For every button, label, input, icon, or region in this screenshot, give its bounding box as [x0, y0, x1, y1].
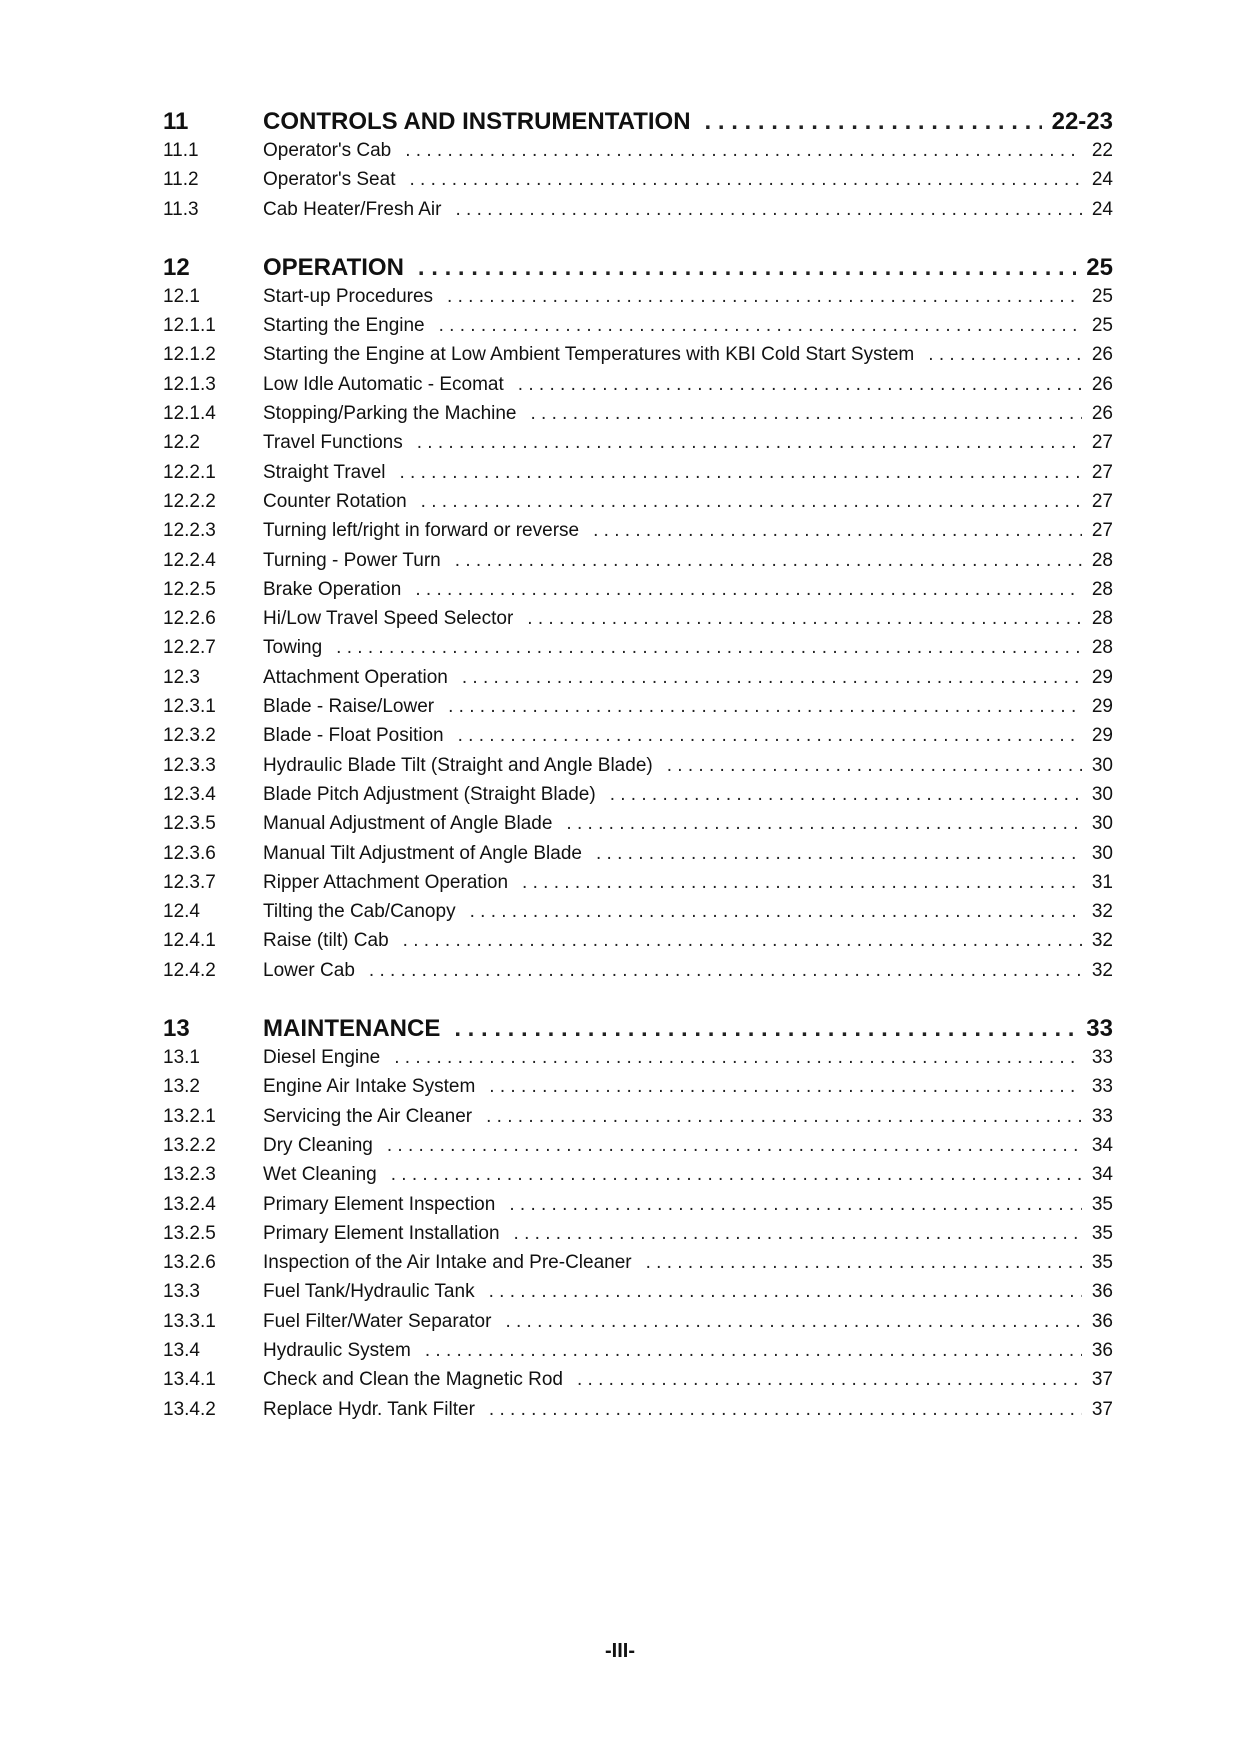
toc-title: Hydraulic Blade Tilt (Straight and Angle Blade) [263, 754, 653, 776]
toc-leader-dots [509, 1194, 1082, 1216]
toc-page-number: 33 [1091, 1047, 1113, 1069]
toc-entry [163, 1311, 1113, 1340]
toc-page-number: 28 [1091, 608, 1113, 630]
toc-entry [163, 432, 1113, 461]
toc-title: MAINTENANCE [263, 1015, 441, 1043]
toc-entry [163, 1076, 1113, 1105]
toc-title: Tilting the Cab/Canopy [263, 901, 456, 923]
toc-number: 12.2 [163, 432, 200, 454]
toc-title: Manual Tilt Adjustment of Angle Blade [263, 842, 582, 864]
toc-page-number: 29 [1091, 696, 1113, 718]
toc-page-number: 27 [1091, 432, 1113, 454]
toc-entry [163, 550, 1113, 579]
toc-leader-dots [489, 1399, 1082, 1421]
toc-title: Starting the Engine [263, 315, 425, 337]
toc-leader-dots [489, 1281, 1082, 1303]
toc-number: 12.2.7 [163, 637, 216, 659]
toc-leader-dots [455, 550, 1082, 572]
toc-page-number: 33 [1086, 1015, 1113, 1043]
toc-entry [163, 608, 1113, 637]
toc-leader-dots [458, 725, 1082, 747]
toc-number: 12 [163, 253, 190, 281]
toc-entry [163, 1164, 1113, 1193]
toc-title: Starting the Engine at Low Ambient Temperatures with KBI Cold Start System [263, 344, 915, 366]
toc-number: 12.3 [163, 666, 200, 688]
toc-entry [163, 872, 1113, 901]
toc-entry [163, 286, 1113, 315]
toc-leader-dots [455, 199, 1081, 221]
toc-leader-dots [447, 286, 1082, 308]
toc-entry [163, 1047, 1113, 1076]
toc-leader-dots [527, 608, 1082, 630]
toc-leader-dots [518, 374, 1082, 396]
toc-entry [163, 667, 1113, 696]
toc-title: Blade Pitch Adjustment (Straight Blade) [263, 783, 596, 805]
toc-page-number: 29 [1091, 725, 1113, 747]
toc-leader-dots [439, 315, 1082, 337]
toc-page-number: 30 [1091, 813, 1113, 835]
toc-page-number: 36 [1091, 1339, 1113, 1361]
toc-number: 12.1.1 [163, 315, 216, 337]
toc-title: Counter Rotation [263, 490, 407, 512]
toc-title: Replace Hydr. Tank Filter [263, 1398, 475, 1420]
toc-title: Travel Functions [263, 432, 403, 454]
toc-number: 11.3 [163, 198, 199, 220]
toc-page-number: 35 [1091, 1252, 1113, 1274]
toc-number: 12.2.1 [163, 461, 216, 483]
toc-title: Cab Heater/Fresh Air [263, 198, 442, 220]
toc-page-number: 30 [1091, 842, 1113, 864]
toc-page-number: 26 [1091, 403, 1113, 425]
toc-entry [163, 1281, 1113, 1310]
toc-page-number: 33 [1091, 1076, 1113, 1098]
toc-section-heading [163, 254, 1113, 286]
toc-leader-dots [387, 1135, 1082, 1157]
toc-leader-dots [394, 1047, 1082, 1069]
toc-page-number: 22 [1091, 140, 1113, 161]
toc-title: Lower Cab [263, 959, 355, 981]
toc-number: 12.2.6 [163, 608, 216, 630]
toc-number: 13.2.6 [163, 1252, 216, 1274]
toc-page-number: 28 [1091, 549, 1113, 571]
page-number: -III- [605, 1640, 635, 1662]
toc-title: CONTROLS AND INSTRUMENTATION [263, 108, 691, 135]
toc-title: Hi/Low Travel Speed Selector [263, 608, 514, 630]
toc-title: Dry Cleaning [263, 1134, 373, 1156]
toc-section [163, 1015, 1113, 1428]
toc-leader-dots [403, 930, 1082, 952]
toc-number: 13.2 [163, 1076, 200, 1098]
toc-page-number: 25 [1091, 315, 1113, 337]
toc-entry [163, 813, 1113, 842]
toc-number: 12.3.6 [163, 842, 216, 864]
toc-page-number: 25 [1086, 253, 1113, 281]
toc-number: 11.2 [163, 169, 199, 191]
toc-entry [163, 403, 1113, 432]
toc-number: 13.2.3 [163, 1164, 216, 1186]
toc-title: Operator's Cab [263, 140, 392, 161]
toc-page-number: 34 [1091, 1134, 1113, 1156]
toc-entry [163, 579, 1113, 608]
toc-page-number: 27 [1091, 461, 1113, 483]
toc-number: 12.2.3 [163, 520, 216, 542]
toc-leader-dots [405, 140, 1082, 162]
toc-page-number: 32 [1091, 959, 1113, 981]
toc-page-number: 22-23 [1051, 108, 1113, 135]
toc-entry [163, 491, 1113, 520]
toc-leader-dots [514, 1223, 1082, 1245]
toc-page-number: 27 [1091, 520, 1113, 542]
toc-entry [163, 1399, 1113, 1428]
toc-leader-dots [505, 1311, 1081, 1333]
toc-number: 12.2.5 [163, 578, 216, 600]
toc-page-number: 36 [1091, 1310, 1113, 1332]
toc-entry [163, 462, 1113, 491]
toc-section [163, 108, 1113, 228]
toc-number: 13.4.1 [163, 1369, 216, 1391]
toc-entry [163, 843, 1113, 872]
toc-page-number: 26 [1091, 373, 1113, 395]
toc-number: 13 [163, 1015, 190, 1043]
table-of-contents [163, 108, 1113, 1454]
toc-title: Attachment Operation [263, 666, 448, 688]
toc-leader-dots [646, 1252, 1082, 1274]
toc-title: OPERATION [263, 253, 404, 281]
toc-section-heading [163, 108, 1113, 140]
toc-entry [163, 1340, 1113, 1369]
toc-number: 13.2.2 [163, 1134, 216, 1156]
toc-title: Turning left/right in forward or reverse [263, 520, 580, 542]
toc-number: 12.1 [163, 285, 200, 307]
toc-leader-dots [522, 872, 1082, 894]
toc-entry [163, 1252, 1113, 1281]
toc-title: Operator's Seat [263, 169, 396, 191]
toc-leader-dots [667, 755, 1082, 777]
toc-page-number: 32 [1091, 901, 1113, 923]
toc-leader-dots [610, 784, 1082, 806]
toc-entry [163, 1223, 1113, 1252]
toc-page-number: 27 [1091, 490, 1113, 512]
toc-entry [163, 755, 1113, 784]
toc-leader-dots [486, 1106, 1082, 1128]
toc-page-number: 29 [1091, 666, 1113, 688]
toc-page-number: 30 [1091, 783, 1113, 805]
toc-title: Engine Air Intake System [263, 1076, 476, 1098]
toc-number: 12.4.1 [163, 930, 216, 952]
toc-section-heading [163, 1015, 1113, 1047]
toc-page-number: 26 [1091, 344, 1113, 366]
toc-entry [163, 315, 1113, 344]
toc-number: 13.1 [163, 1047, 200, 1069]
toc-title: Stopping/Parking the Machine [263, 403, 517, 425]
toc-page-number: 32 [1091, 930, 1113, 952]
toc-number: 12.3.7 [163, 871, 216, 893]
toc-leader-dots [336, 637, 1082, 659]
toc-section [163, 254, 1113, 989]
toc-title: Fuel Filter/Water Separator [263, 1310, 492, 1332]
toc-title: Primary Element Installation [263, 1222, 500, 1244]
toc-title: Turning - Power Turn [263, 549, 441, 571]
toc-page-number: 37 [1091, 1398, 1113, 1420]
toc-entry [163, 1135, 1113, 1164]
toc-number: 12.3.1 [163, 696, 216, 718]
toc-leader-dots [369, 960, 1082, 982]
toc-leader-dots [418, 254, 1076, 282]
toc-title: Inspection of the Air Intake and Pre-Cleaner [263, 1252, 632, 1274]
toc-entry [163, 637, 1113, 666]
toc-title: Manual Adjustment of Angle Blade [263, 813, 553, 835]
toc-entry [163, 169, 1113, 198]
toc-leader-dots [417, 432, 1082, 454]
toc-page-number: 25 [1091, 285, 1113, 307]
toc-number: 12.2.4 [163, 549, 216, 571]
toc-entry [163, 374, 1113, 403]
toc-title: Diesel Engine [263, 1047, 381, 1069]
toc-page-number: 28 [1091, 578, 1113, 600]
toc-page-number: 24 [1091, 169, 1113, 191]
toc-number: 13.3 [163, 1281, 200, 1303]
toc-number: 12.3.5 [163, 813, 216, 835]
toc-entry [163, 725, 1113, 754]
toc-page-number: 37 [1091, 1369, 1113, 1391]
toc-page-number: 28 [1091, 637, 1113, 659]
toc-entry [163, 199, 1113, 228]
toc-title: Raise (tilt) Cab [263, 930, 389, 952]
toc-number: 12.4 [163, 901, 200, 923]
toc-number: 12.3.4 [163, 783, 216, 805]
toc-entry [163, 520, 1113, 549]
toc-entry [163, 784, 1113, 813]
toc-number: 13.2.4 [163, 1193, 216, 1215]
toc-entry [163, 1369, 1113, 1398]
toc-leader-dots [454, 1015, 1076, 1043]
toc-leader-dots [928, 344, 1082, 366]
toc-leader-dots [409, 169, 1081, 191]
toc-entry [163, 344, 1113, 373]
toc-leader-dots [566, 813, 1081, 835]
toc-leader-dots [425, 1340, 1082, 1362]
toc-page-number: 34 [1091, 1164, 1113, 1186]
toc-leader-dots [596, 843, 1082, 865]
toc-number: 13.2.1 [163, 1105, 216, 1127]
toc-number: 11 [163, 108, 189, 135]
toc-title: Blade - Float Position [263, 725, 444, 747]
toc-leader-dots [462, 667, 1082, 689]
toc-number: 12.2.2 [163, 490, 216, 512]
toc-leader-dots [400, 462, 1082, 484]
toc-title: Fuel Tank/Hydraulic Tank [263, 1281, 475, 1303]
toc-number: 12.4.2 [163, 959, 216, 981]
toc-number: 13.2.5 [163, 1222, 216, 1244]
toc-entry [163, 901, 1113, 930]
toc-leader-dots [577, 1369, 1082, 1391]
toc-title: Low Idle Automatic - Ecomat [263, 373, 504, 395]
toc-page-number: 30 [1091, 754, 1113, 776]
toc-entry [163, 1194, 1113, 1223]
toc-page-number: 35 [1091, 1193, 1113, 1215]
toc-number: 12.1.3 [163, 373, 216, 395]
toc-entry [163, 960, 1113, 989]
toc-title: Primary Element Inspection [263, 1193, 496, 1215]
toc-number: 13.4 [163, 1339, 200, 1361]
toc-page-number: 31 [1091, 871, 1113, 893]
toc-title: Towing [263, 637, 323, 659]
toc-title: Servicing the Air Cleaner [263, 1105, 473, 1127]
toc-page-number: 35 [1091, 1222, 1113, 1244]
toc-leader-dots [470, 901, 1082, 923]
toc-page-number: 36 [1091, 1281, 1113, 1303]
toc-leader-dots [593, 520, 1082, 542]
toc-leader-dots [489, 1076, 1082, 1098]
toc-title: Wet Cleaning [263, 1164, 377, 1186]
toc-leader-dots [391, 1164, 1082, 1186]
toc-number: 12.1.4 [163, 403, 216, 425]
toc-number: 11.1 [163, 140, 199, 161]
toc-leader-dots [531, 403, 1082, 425]
toc-title: Start-up Procedures [263, 285, 434, 307]
toc-title: Straight Travel [263, 461, 386, 483]
toc-entry [163, 930, 1113, 959]
toc-number: 12.3.2 [163, 725, 216, 747]
toc-title: Blade - Raise/Lower [263, 696, 435, 718]
toc-page-number: 24 [1091, 198, 1113, 220]
toc-title: Ripper Attachment Operation [263, 871, 509, 893]
toc-page-number: 33 [1091, 1105, 1113, 1127]
toc-leader-dots [421, 491, 1082, 513]
toc-number: 13.4.2 [163, 1398, 216, 1420]
toc-number: 12.3.3 [163, 754, 216, 776]
toc-entry [163, 1106, 1113, 1135]
toc-title: Check and Clean the Magnetic Rod [263, 1369, 563, 1391]
toc-number: 13.3.1 [163, 1310, 216, 1332]
toc-leader-dots [415, 579, 1082, 601]
toc-leader-dots [705, 108, 1042, 136]
toc-entry [163, 140, 1113, 169]
toc-title: Hydraulic System [263, 1339, 411, 1361]
toc-leader-dots [448, 696, 1082, 718]
toc-entry [163, 696, 1113, 725]
toc-number: 12.1.2 [163, 344, 216, 366]
toc-title: Brake Operation [263, 578, 402, 600]
